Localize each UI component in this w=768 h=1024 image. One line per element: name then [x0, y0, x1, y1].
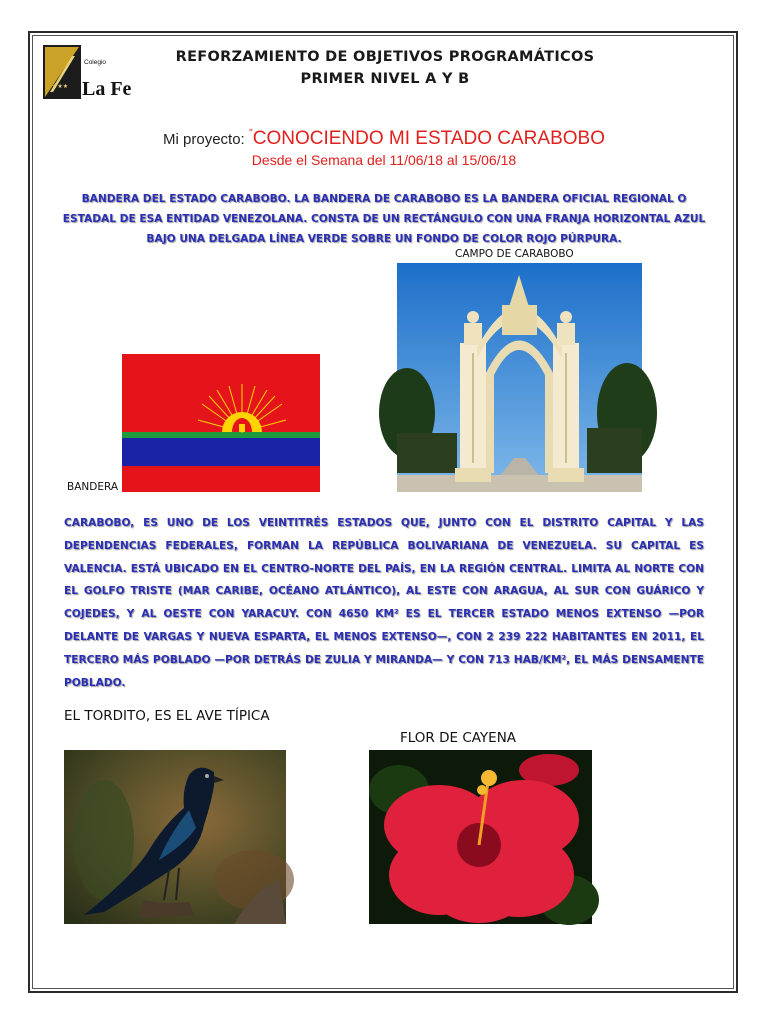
school-logo [42, 44, 132, 100]
caption-campo: CAMPO DE CARABOBO [455, 248, 574, 260]
caption-bandera: BANDERA [67, 481, 119, 493]
caption-tordito: EL TORDITO, ES EL AVE TÍPICA [64, 708, 270, 724]
carabobo-flag-image [122, 354, 320, 492]
tordito-bird-image [64, 750, 286, 924]
flor-de-cayena-image [369, 750, 592, 924]
project-dates: Desde el Semana del 11/06/18 al 15/06/18 [251, 152, 517, 168]
caption-flor: FLOR DE CAYENA [400, 730, 517, 746]
project-title: CONOCIENDO MI ESTADO CARABOBO [252, 128, 605, 149]
logo-small-text: Colegio [84, 59, 107, 66]
logo-brand-text: La Fe [82, 78, 132, 100]
project-label: Mi proyecto: [163, 131, 245, 148]
project-line [0, 128, 768, 150]
project-quote: " [249, 128, 253, 139]
campo-de-carabobo-image [397, 263, 642, 492]
header-title: REFORZAMIENTO DE OBJETIVOS PROGRAMÁTICOS [175, 49, 595, 65]
state-paragraph: CARABOBO, ES UNO DE LOS VEINTITRÉS ESTADOS QUE, JUNTO CON EL DISTRITO CAPITAL Y LAS DEPENDENCIAS FEDERALES, FORMAN LA REPÚBLICA BOLIVARIANA DE VENEZUELA. SU CAPITAL ES VALENCIA. ESTÁ UBICADO EN EL CENTRO-NORTE DEL PAÍS, EN LA REGIÓN CENTRAL. LIMITA AL NORTE CON EL GOLFO TRISTE (MAR CARIBE, OCÉANO ATLÁNTICO), AL ESTE CON ARAGUA, AL SUR CON GUÁRICO Y COJEDES, Y AL OESTE CON YARACUY. CON 4650 KM² ES EL TERCER ESTADO MENOS EXTENSO —POR DELANTE DE VARGAS Y NUEVA ESPARTA, EL MENOS EXTENSO—, CON 2 239 222 HABITANTES EN 2011, EL TERCERO MÁS POBLADO —POR DETRÁS DE ZULIA Y MIRANDA— Y CON 713 HAB/KM², EL MÁS DENSAMENTE POBLADO. [64, 517, 704, 689]
header-subtitle: PRIMER NIVEL A Y B [300, 71, 470, 87]
svg-text:★★★: ★★★ [52, 84, 69, 90]
flag-paragraph: BANDERA DEL ESTADO CARABOBO. LA BANDERA DE CARABOBO ES LA BANDERA OFICIAL REGIONAL O ESTADAL DE ESA ENTIDAD VENEZOLANA. CONSTA DE UN RECTÁNGULO CON UNA FRANJA HORIZONTAL AZUL BAJO UNA DELGADA LÍNEA VERDE SOBRE UN FONDO DE COLOR ROJO PÚRPURA. [62, 193, 706, 245]
